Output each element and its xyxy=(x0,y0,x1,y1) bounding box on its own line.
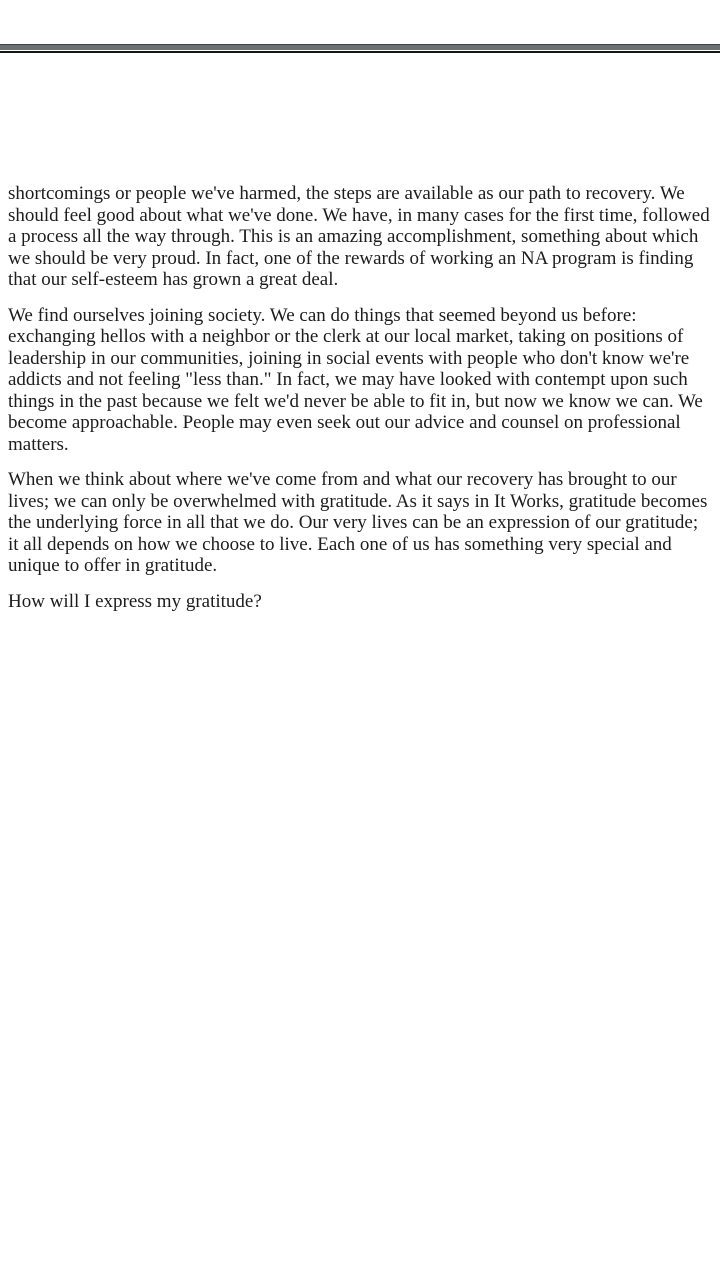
body-paragraph: When we think about where we've come from and what our recovery has brought to our lives; we can only be overwhelmed with gratitude. As it says in It Works, gratitude becomes the underlying force in all that we do. Our very lives can be an expression of our gratitude; it all depends on how we choose to live. Each one of us has something very special and unique to offer in gratitude. xyxy=(8,469,708,576)
rule-black-line xyxy=(0,51,720,53)
body-paragraph: We find ourselves joining society. We can do things that seemed beyond us before: exchanging hellos with a neighbor or the clerk at our local market, taking on positions of leadership in our communities, joining in social events with people who don't know we're addicts and not feeling "less than." In fact, we may have looked with contempt upon such things in the past because we felt we'd never be able to fit in, but now we know we can. We become approachable. People may even seek out our advice and counsel on professional matters. xyxy=(8,304,703,455)
body-paragraph: shortcomings or people we've harmed, the steps are available as our path to recovery. We should feel good about what we've done. We have, in many cases for the first time, followed a process all the way through. This is an amazing accomplishment, something about which we should be very proud. In fact, one of the rewards of working an NA program is finding that our self-esteem has grown a great deal. xyxy=(8,183,710,290)
header-double-rule xyxy=(0,44,720,53)
closing-question: How will I express my gratitude? xyxy=(8,590,262,612)
reading-pane[interactable] xyxy=(0,183,720,612)
